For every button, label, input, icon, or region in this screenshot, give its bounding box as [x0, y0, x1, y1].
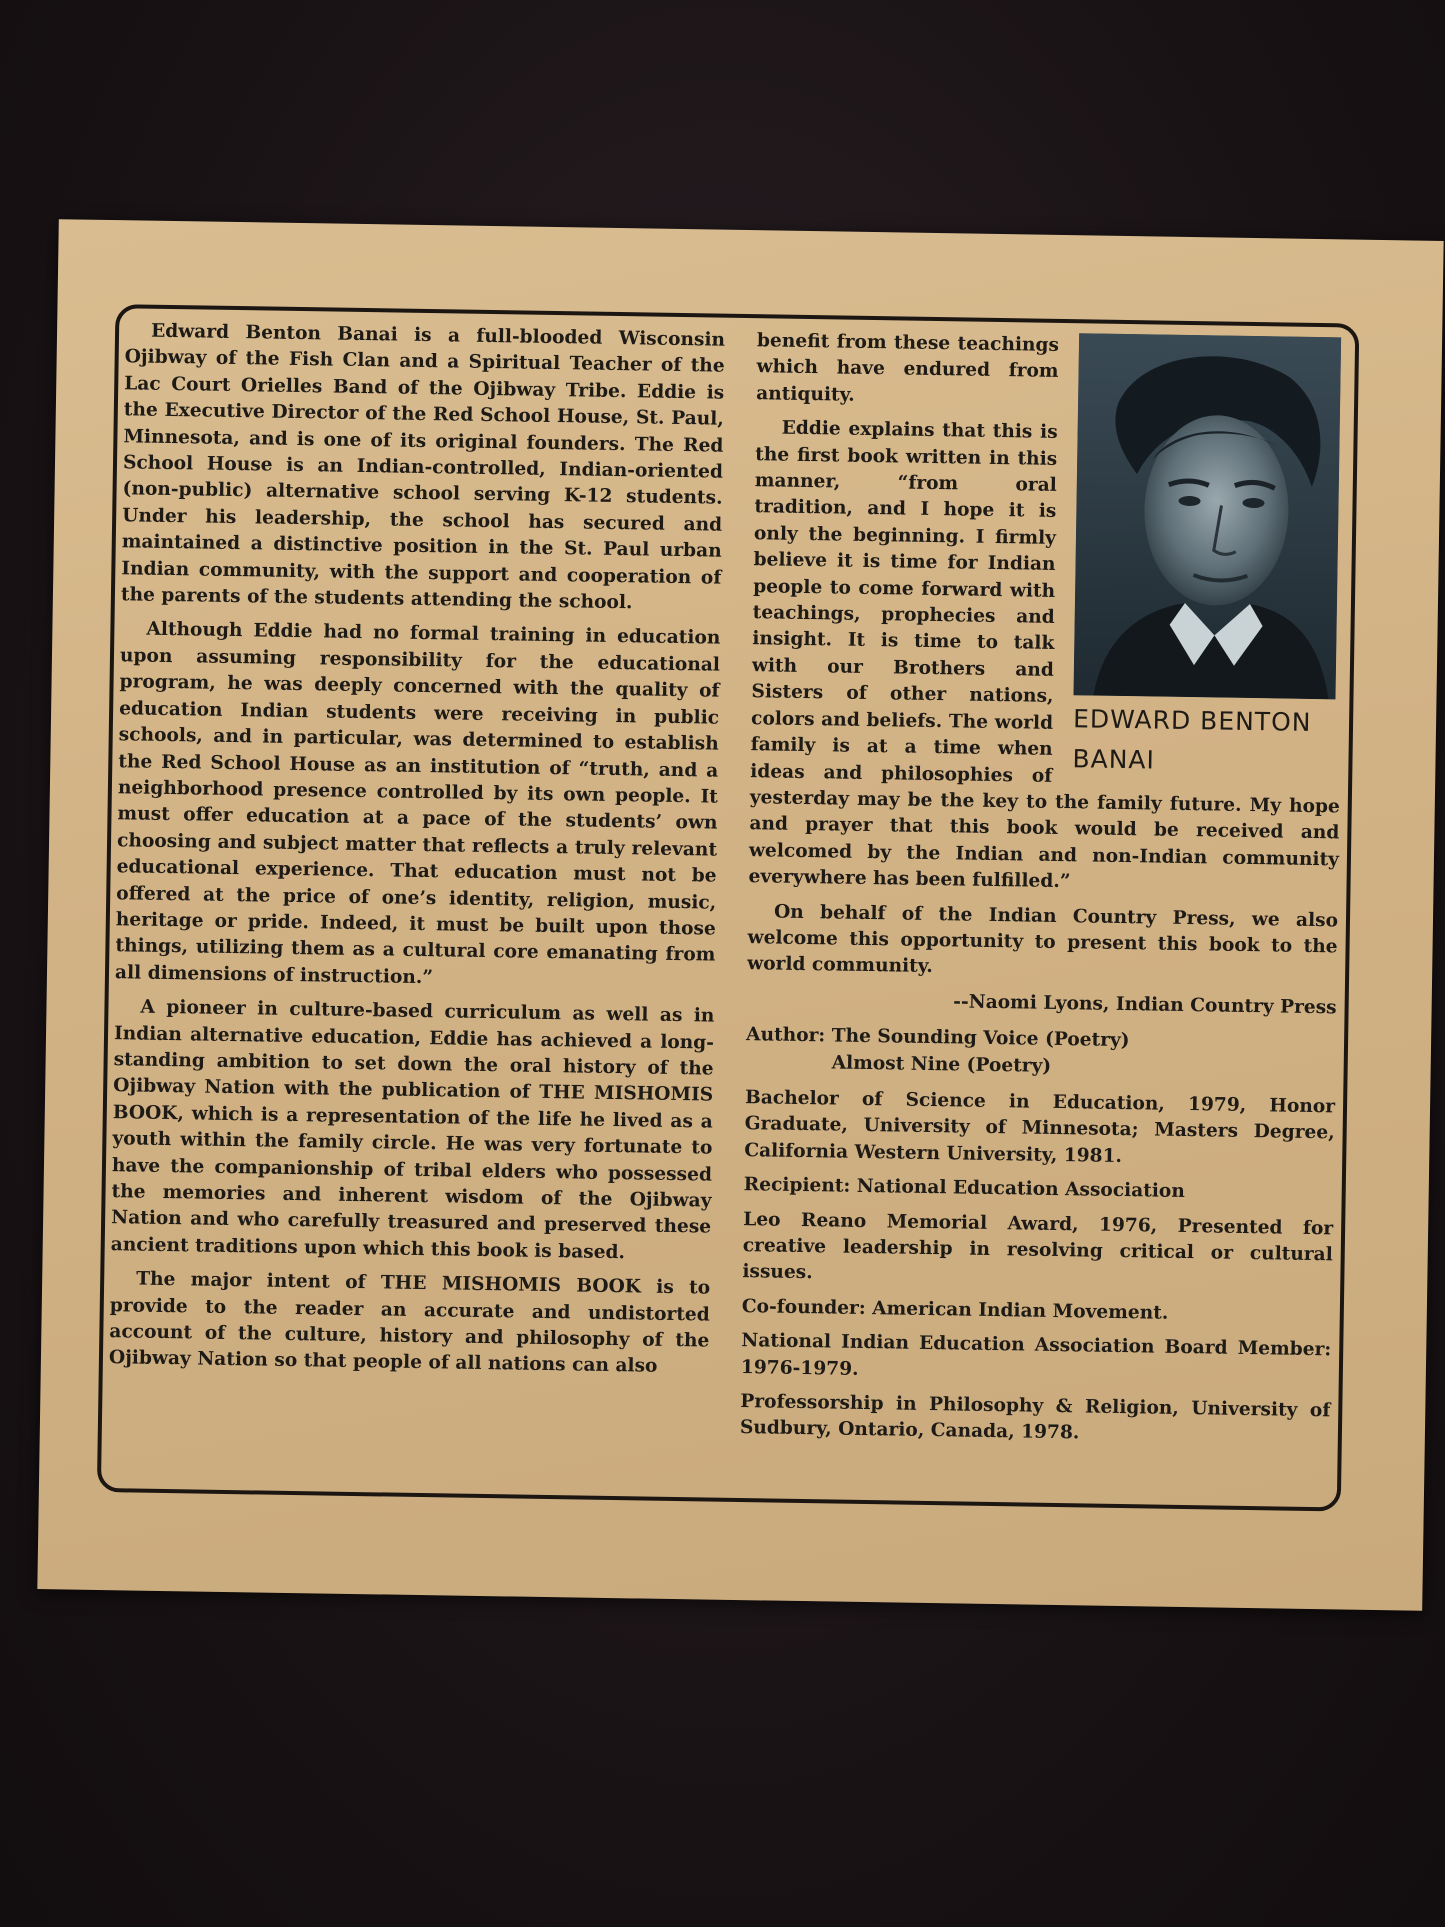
photo-caption: EDWARD BENTON BANAI: [1072, 704, 1312, 775]
right-column: [740, 328, 1348, 1459]
signature: --Naomi Lyons, Indian Country Press: [953, 991, 1337, 1019]
quote-paragraph: Eddie explains that this is the first book written in this manner, “from oral tradition, and I hope it is only the beginning. I firmly believe it is time for Indian people to come forward with teachings, prophecies and insight. It is time to talk with our Brothers and Sisters of other nations, colors and beliefs. The world family is at a time when ideas and philosophies of yesterday may be the key to the family future. My hope and prayer that this book would be received and welcomed by the Indian and non-Indian community everywhere has been fulfilled.”: [748, 417, 1340, 893]
credential-recipient: Recipient: National Education Association: [743, 1174, 1185, 1203]
bio-paragraph-2: Although Eddie had no formal training in education upon assuming responsibility for the educational program, he was deeply concerned with the quality of education Indian students were receiving in public schools, and in particular, was determined to establish the Red School House as an institution of “truth, and a neighborhood presence controlled by its own people. It must offer education at a pace of the students’ own choosing and subject matter that reflects a truly relevant educational experience. That education must not be offered at the price of one’s identity, religion, music, heritage or pride. Indeed, it must be built upon those things, utilizing them as a cultural core emanating from all dimensions of instruction.”: [114, 619, 721, 988]
bio-paragraph-3: A pioneer in culture-based curriculum as well as in Indian alternative education, Eddie has achieved a long-standing ambition to set down the oral history of the Ojibway Nation with the publication of THE MISHOMIS BOOK, which is a representation of the life he lived as a youth within the family circle. He was very fortunate to have the companionship of tribal elders who possessed the memories and inherent wisdom of the Ojibway Nation and who carefully treasured and preserved these ancient traditions upon which this book is based.: [110, 996, 715, 1264]
credential-professorship: Professorship in Philosophy & Religion, University of Sudbury, Ontario, Canada, 1978.: [739, 1391, 1331, 1444]
credential-degree: Bachelor of Science in Education, 1979, Honor Graduate, University of Minnesota; Masters Degree, California Western University, 1981.: [744, 1087, 1336, 1167]
left-column: [109, 318, 726, 1389]
portrait-image: [1073, 333, 1341, 699]
author-work-1: Author: The Sounding Voice (Poetry): [745, 1024, 1130, 1052]
credential-cofounder: Co-founder: American Indian Movement.: [741, 1295, 1169, 1324]
intro-paragraph: benefit from these teachings which have endured from antiquity.: [756, 330, 1060, 406]
bio-paragraph-1: Edward Benton Banai is a full-blooded Wisconsin Ojibway of the Fish Clan and a Spiritual Teacher of the Lac Court Orielles Band of the Ojibway Tribe. Eddie is the Executive Director of the Red School House, St. Paul, Minnesota, and is one of its original founders. The Red School House is an Indian-controlled, Indian-oriented (non-public) alternative school serving K-12 students. Under his leadership, the school has secured and maintained a distinctive position in the St. Paul urban Indian community, with the support and cooperation of the parents of the students attending the school.: [120, 320, 726, 614]
author-work-2: Almost Nine (Poetry): [831, 1052, 1052, 1077]
author-works: [745, 1022, 1336, 1084]
publisher-paragraph: On behalf of the Indian Country Press, we also welcome this opportunity to present this book to the world community.: [747, 901, 1339, 978]
author-photo-block: [1072, 333, 1347, 783]
author-photo: [1073, 333, 1341, 699]
credential-award: Leo Reano Memorial Award, 1976, Presented for creative leadership in resolving critical or cultural issues.: [742, 1208, 1334, 1284]
book-back-cover: [37, 219, 1443, 1611]
bio-paragraph-4: The major intent of THE MISHOMIS BOOK is to provide to the reader an accurate and undistorted account of the culture, history and philosophy of the Ojibway Nation so that people of all nations can also: [108, 1268, 711, 1378]
credential-board: National Indian Education Association Board Member: 1976-1979.: [740, 1330, 1332, 1380]
